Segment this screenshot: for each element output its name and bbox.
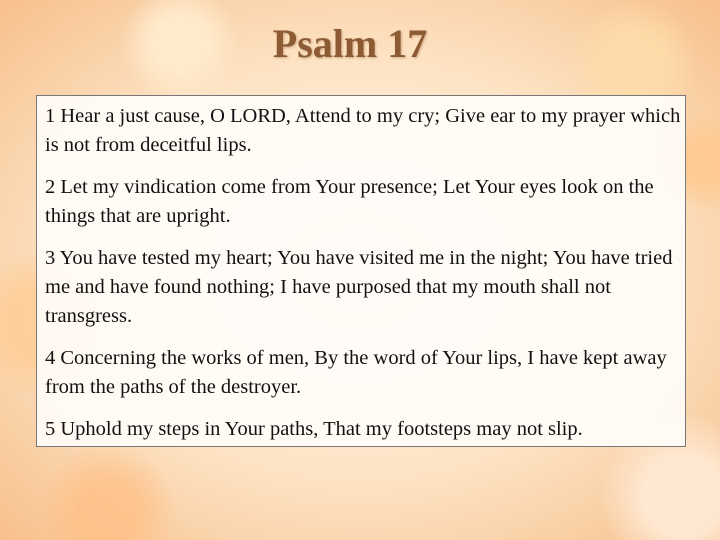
slide-title: Psalm 17	[272, 21, 428, 66]
verse-1: 1 Hear a just cause, O LORD, Attend to my cry; Give ear to my prayer which is not from deceitful lips.	[45, 105, 681, 156]
verse-2: 2 Let my vindication come from Your presence; Let Your eyes look on the things that are upright.	[45, 176, 654, 227]
verse-5: 5 Uphold my steps in Your paths, That my footsteps may not slip.	[45, 418, 583, 440]
verse-text-box	[36, 95, 686, 447]
verse-4: 4 Concerning the works of men, By the word of Your lips, I have kept away from the paths of the destroyer.	[45, 347, 667, 398]
verse-3: 3 You have tested my heart; You have visited me in the night; You have tried me and have found nothing; I have purposed that my mouth shall not transgress.	[45, 247, 673, 327]
